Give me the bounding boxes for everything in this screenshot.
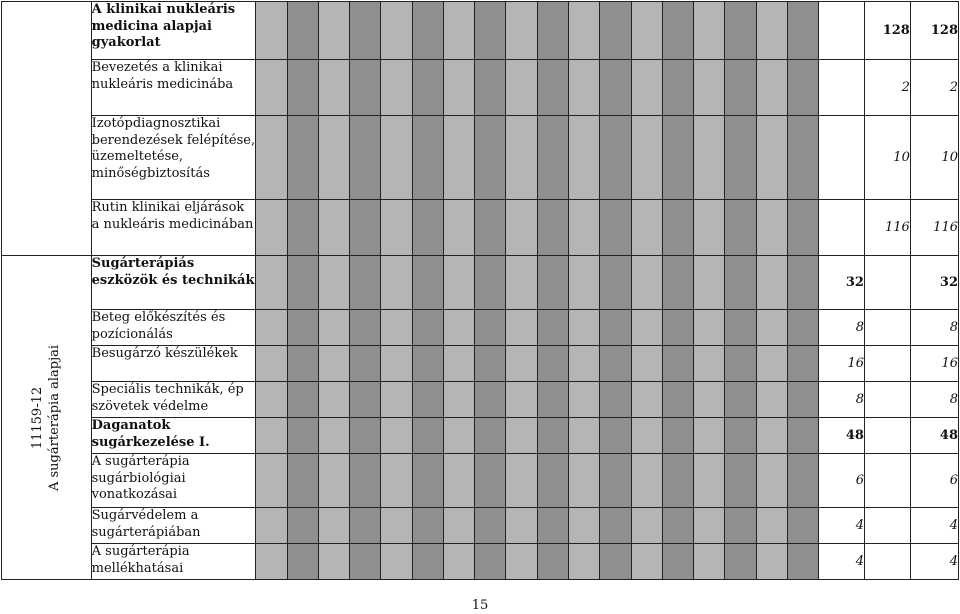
hours-col1: 6 — [819, 454, 865, 508]
shaded-cell — [256, 60, 287, 116]
hours-col1: 4 — [819, 508, 865, 544]
hours-col3: 4 — [910, 544, 958, 580]
shaded-cell — [287, 382, 318, 418]
shaded-cell — [569, 418, 600, 454]
module-label — [29, 344, 63, 490]
shaded-cell — [694, 310, 725, 346]
shaded-cell — [506, 2, 537, 60]
hours-col2 — [864, 508, 910, 544]
shaded-cell — [350, 346, 381, 382]
shaded-cell — [756, 544, 787, 580]
shaded-cell — [569, 60, 600, 116]
shaded-cell — [694, 2, 725, 60]
shaded-cell — [694, 346, 725, 382]
module-name: A sugárterápia alapjai — [47, 344, 63, 491]
shaded-cell — [694, 256, 725, 310]
shaded-cell — [443, 2, 474, 60]
shaded-cell — [256, 200, 287, 256]
shaded-cell — [694, 382, 725, 418]
shaded-cell — [443, 60, 474, 116]
shaded-cell — [694, 508, 725, 544]
shaded-cell — [443, 418, 474, 454]
shaded-cell — [631, 544, 662, 580]
shaded-cell — [350, 310, 381, 346]
topic-cell: Sugárterápiás eszközök és technikák — [91, 256, 256, 310]
shaded-cell — [537, 508, 568, 544]
shaded-cell — [725, 544, 756, 580]
shaded-cell — [600, 544, 631, 580]
shaded-cell — [443, 116, 474, 200]
shaded-cell — [506, 508, 537, 544]
hours-col3: 16 — [910, 346, 958, 382]
shaded-cell — [506, 60, 537, 116]
shaded-cell — [318, 116, 349, 200]
shaded-cell — [381, 60, 412, 116]
hours-col1: 48 — [819, 418, 865, 454]
shaded-cell — [443, 508, 474, 544]
shaded-cell — [600, 60, 631, 116]
shaded-cell — [412, 256, 443, 310]
shaded-cell — [287, 346, 318, 382]
hours-col1: 8 — [819, 310, 865, 346]
shaded-cell — [725, 256, 756, 310]
shaded-cell — [443, 544, 474, 580]
shaded-cell — [631, 346, 662, 382]
topic-cell: A klinikai nukleáris medicina alapjai gyakorlat — [91, 2, 256, 60]
shaded-cell — [694, 454, 725, 508]
shaded-cell — [475, 256, 506, 310]
shaded-cell — [694, 60, 725, 116]
topic-cell: Sugárvédelem a sugárterápiában — [91, 508, 256, 544]
shaded-cell — [350, 382, 381, 418]
shaded-cell — [694, 200, 725, 256]
shaded-cell — [475, 454, 506, 508]
shaded-cell — [787, 544, 818, 580]
shaded-cell — [631, 2, 662, 60]
hours-col3: 48 — [910, 418, 958, 454]
shaded-cell — [787, 2, 818, 60]
hours-col1 — [819, 2, 865, 60]
shaded-cell — [506, 200, 537, 256]
shaded-cell — [381, 454, 412, 508]
shaded-cell — [725, 508, 756, 544]
shaded-cell — [662, 454, 693, 508]
hours-col2 — [864, 382, 910, 418]
table-row — [2, 454, 959, 508]
shaded-cell — [256, 382, 287, 418]
shaded-cell — [787, 256, 818, 310]
shaded-cell — [569, 454, 600, 508]
shaded-cell — [694, 418, 725, 454]
shaded-cell — [256, 346, 287, 382]
table-row — [2, 382, 959, 418]
topic-cell: Izotópdiagnosztikai berendezések felépítése, üzemeltetése, minőségbiztosítás — [91, 116, 256, 200]
shaded-cell — [318, 256, 349, 310]
hours-col3: 32 — [910, 256, 958, 310]
shaded-cell — [475, 418, 506, 454]
shaded-cell — [287, 508, 318, 544]
shaded-cell — [381, 2, 412, 60]
shaded-cell — [725, 310, 756, 346]
shaded-cell — [412, 544, 443, 580]
shaded-cell — [443, 346, 474, 382]
shaded-cell — [475, 544, 506, 580]
hours-col2: 10 — [864, 116, 910, 200]
shaded-cell — [318, 200, 349, 256]
shaded-cell — [569, 544, 600, 580]
shaded-cell — [381, 418, 412, 454]
table-row — [2, 418, 959, 454]
shaded-cell — [475, 116, 506, 200]
shaded-cell — [318, 60, 349, 116]
shaded-cell — [256, 256, 287, 310]
shaded-cell — [287, 544, 318, 580]
shaded-cell — [412, 454, 443, 508]
shaded-cell — [412, 418, 443, 454]
shaded-cell — [287, 256, 318, 310]
shaded-cell — [569, 200, 600, 256]
table-row — [2, 346, 959, 382]
shaded-cell — [381, 116, 412, 200]
shaded-cell — [725, 116, 756, 200]
hours-col2 — [864, 256, 910, 310]
shaded-cell — [787, 454, 818, 508]
shaded-cell — [662, 544, 693, 580]
shaded-cell — [569, 2, 600, 60]
shaded-cell — [381, 256, 412, 310]
shaded-cell — [381, 544, 412, 580]
shaded-cell — [350, 60, 381, 116]
shaded-cell — [600, 310, 631, 346]
shaded-cell — [287, 418, 318, 454]
shaded-cell — [600, 418, 631, 454]
table-row — [2, 256, 959, 310]
topic-cell: A sugárterápia mellékhatásai — [91, 544, 256, 580]
shaded-cell — [725, 382, 756, 418]
page-number: 15 — [471, 598, 489, 613]
shaded-cell — [537, 200, 568, 256]
shaded-cell — [537, 310, 568, 346]
shaded-cell — [631, 454, 662, 508]
shaded-cell — [350, 116, 381, 200]
shaded-cell — [756, 418, 787, 454]
shaded-cell — [600, 200, 631, 256]
hours-col2 — [864, 310, 910, 346]
shaded-cell — [256, 544, 287, 580]
hours-col1 — [819, 200, 865, 256]
topic-cell: A sugárterápia sugárbiológiai vonatkozásai — [91, 454, 256, 508]
shaded-cell — [662, 256, 693, 310]
shaded-cell — [662, 418, 693, 454]
shaded-cell — [600, 256, 631, 310]
shaded-cell — [787, 200, 818, 256]
hours-col3: 8 — [910, 382, 958, 418]
shaded-cell — [381, 508, 412, 544]
shaded-cell — [662, 346, 693, 382]
hours-col3: 6 — [910, 454, 958, 508]
shaded-cell — [506, 418, 537, 454]
shaded-cell — [631, 310, 662, 346]
shaded-cell — [725, 418, 756, 454]
shaded-cell — [475, 200, 506, 256]
shaded-cell — [350, 544, 381, 580]
hours-col2 — [864, 418, 910, 454]
shaded-cell — [662, 382, 693, 418]
shaded-cell — [412, 200, 443, 256]
shaded-cell — [412, 2, 443, 60]
hours-col3: 8 — [910, 310, 958, 346]
shaded-cell — [287, 60, 318, 116]
curriculum-table — [1, 1, 959, 580]
hours-col1: 16 — [819, 346, 865, 382]
shaded-cell — [537, 346, 568, 382]
shaded-cell — [412, 508, 443, 544]
shaded-cell — [318, 346, 349, 382]
shaded-cell — [350, 508, 381, 544]
shaded-cell — [569, 116, 600, 200]
shaded-cell — [662, 508, 693, 544]
table-row — [2, 544, 959, 580]
shaded-cell — [350, 2, 381, 60]
shaded-cell — [631, 256, 662, 310]
shaded-cell — [350, 256, 381, 310]
shaded-cell — [662, 310, 693, 346]
shaded-cell — [662, 200, 693, 256]
hours-col1 — [819, 60, 865, 116]
hours-col2 — [864, 454, 910, 508]
table-row — [2, 310, 959, 346]
table-row — [2, 116, 959, 200]
shaded-cell — [443, 310, 474, 346]
shaded-cell — [569, 310, 600, 346]
shaded-cell — [443, 382, 474, 418]
topic-cell: Speciális technikák, ép szövetek védelme — [91, 382, 256, 418]
shaded-cell — [756, 256, 787, 310]
shaded-cell — [756, 382, 787, 418]
shaded-cell — [600, 508, 631, 544]
hours-col3: 10 — [910, 116, 958, 200]
shaded-cell — [600, 454, 631, 508]
shaded-cell — [600, 116, 631, 200]
shaded-cell — [350, 418, 381, 454]
module-cell — [2, 256, 92, 580]
shaded-cell — [475, 2, 506, 60]
shaded-cell — [350, 454, 381, 508]
shaded-cell — [537, 256, 568, 310]
shaded-cell — [569, 346, 600, 382]
shaded-cell — [756, 454, 787, 508]
shaded-cell — [412, 310, 443, 346]
shaded-cell — [287, 116, 318, 200]
topic-cell: Besugárzó készülékek — [91, 346, 256, 382]
shaded-cell — [475, 310, 506, 346]
shaded-cell — [787, 60, 818, 116]
shaded-cell — [350, 200, 381, 256]
shaded-cell — [381, 200, 412, 256]
shaded-cell — [318, 508, 349, 544]
hours-col3: 4 — [910, 508, 958, 544]
shaded-cell — [725, 60, 756, 116]
shaded-cell — [787, 346, 818, 382]
shaded-cell — [506, 116, 537, 200]
shaded-cell — [506, 310, 537, 346]
shaded-cell — [569, 508, 600, 544]
topic-cell: Daganatok sugárkezelése I. — [91, 418, 256, 454]
shaded-cell — [694, 544, 725, 580]
shaded-cell — [506, 346, 537, 382]
shaded-cell — [537, 382, 568, 418]
shaded-cell — [787, 418, 818, 454]
shaded-cell — [600, 382, 631, 418]
shaded-cell — [256, 418, 287, 454]
hours-col3: 116 — [910, 200, 958, 256]
shaded-cell — [537, 116, 568, 200]
hours-col2: 116 — [864, 200, 910, 256]
shaded-cell — [662, 60, 693, 116]
shaded-cell — [318, 454, 349, 508]
shaded-cell — [537, 544, 568, 580]
hours-col1: 8 — [819, 382, 865, 418]
topic-cell: Beteg előkészítés és pozícionálás — [91, 310, 256, 346]
shaded-cell — [600, 2, 631, 60]
shaded-cell — [287, 200, 318, 256]
hours-col3: 2 — [910, 60, 958, 116]
shaded-cell — [506, 382, 537, 418]
hours-col2: 128 — [864, 2, 910, 60]
shaded-cell — [537, 454, 568, 508]
shaded-cell — [318, 2, 349, 60]
shaded-cell — [256, 2, 287, 60]
table-row — [2, 2, 959, 60]
shaded-cell — [318, 310, 349, 346]
table-row — [2, 200, 959, 256]
shaded-cell — [725, 454, 756, 508]
shaded-cell — [756, 60, 787, 116]
empty-module-cell — [2, 2, 92, 256]
shaded-cell — [475, 508, 506, 544]
shaded-cell — [443, 256, 474, 310]
shaded-cell — [537, 60, 568, 116]
shaded-cell — [631, 508, 662, 544]
shaded-cell — [412, 346, 443, 382]
shaded-cell — [756, 508, 787, 544]
shaded-cell — [412, 116, 443, 200]
hours-col1: 4 — [819, 544, 865, 580]
hours-col1 — [819, 116, 865, 200]
shaded-cell — [412, 382, 443, 418]
shaded-cell — [787, 382, 818, 418]
shaded-cell — [506, 256, 537, 310]
shaded-cell — [506, 454, 537, 508]
shaded-cell — [443, 454, 474, 508]
shaded-cell — [787, 508, 818, 544]
shaded-cell — [787, 310, 818, 346]
shaded-cell — [662, 116, 693, 200]
shaded-cell — [318, 418, 349, 454]
shaded-cell — [475, 382, 506, 418]
module-code: 11159-12 — [30, 386, 46, 449]
shaded-cell — [662, 2, 693, 60]
shaded-cell — [287, 454, 318, 508]
shaded-cell — [537, 2, 568, 60]
shaded-cell — [256, 454, 287, 508]
table-row — [2, 508, 959, 544]
shaded-cell — [756, 310, 787, 346]
shaded-cell — [631, 418, 662, 454]
shaded-cell — [756, 116, 787, 200]
shaded-cell — [631, 382, 662, 418]
hours-col2: 2 — [864, 60, 910, 116]
shaded-cell — [256, 310, 287, 346]
shaded-cell — [756, 346, 787, 382]
shaded-cell — [631, 60, 662, 116]
shaded-cell — [475, 60, 506, 116]
shaded-cell — [256, 116, 287, 200]
topic-cell: Bevezetés a klinikai nukleáris medicinába — [91, 60, 256, 116]
shaded-cell — [569, 382, 600, 418]
hours-col2 — [864, 544, 910, 580]
shaded-cell — [631, 116, 662, 200]
shaded-cell — [287, 2, 318, 60]
shaded-cell — [537, 418, 568, 454]
shaded-cell — [569, 256, 600, 310]
shaded-cell — [756, 200, 787, 256]
table-row — [2, 60, 959, 116]
shaded-cell — [412, 60, 443, 116]
shaded-cell — [443, 200, 474, 256]
shaded-cell — [381, 346, 412, 382]
shaded-cell — [506, 544, 537, 580]
shaded-cell — [631, 200, 662, 256]
shaded-cell — [600, 346, 631, 382]
shaded-cell — [318, 382, 349, 418]
shaded-cell — [318, 544, 349, 580]
shaded-cell — [381, 382, 412, 418]
shaded-cell — [256, 508, 287, 544]
shaded-cell — [694, 116, 725, 200]
shaded-cell — [475, 346, 506, 382]
hours-col2 — [864, 346, 910, 382]
shaded-cell — [756, 2, 787, 60]
shaded-cell — [725, 200, 756, 256]
topic-cell: Rutin klinikai eljárások a nukleáris medicinában — [91, 200, 256, 256]
shaded-cell — [287, 310, 318, 346]
shaded-cell — [381, 310, 412, 346]
shaded-cell — [725, 2, 756, 60]
shaded-cell — [787, 116, 818, 200]
hours-col3: 128 — [910, 2, 958, 60]
shaded-cell — [725, 346, 756, 382]
hours-col1: 32 — [819, 256, 865, 310]
